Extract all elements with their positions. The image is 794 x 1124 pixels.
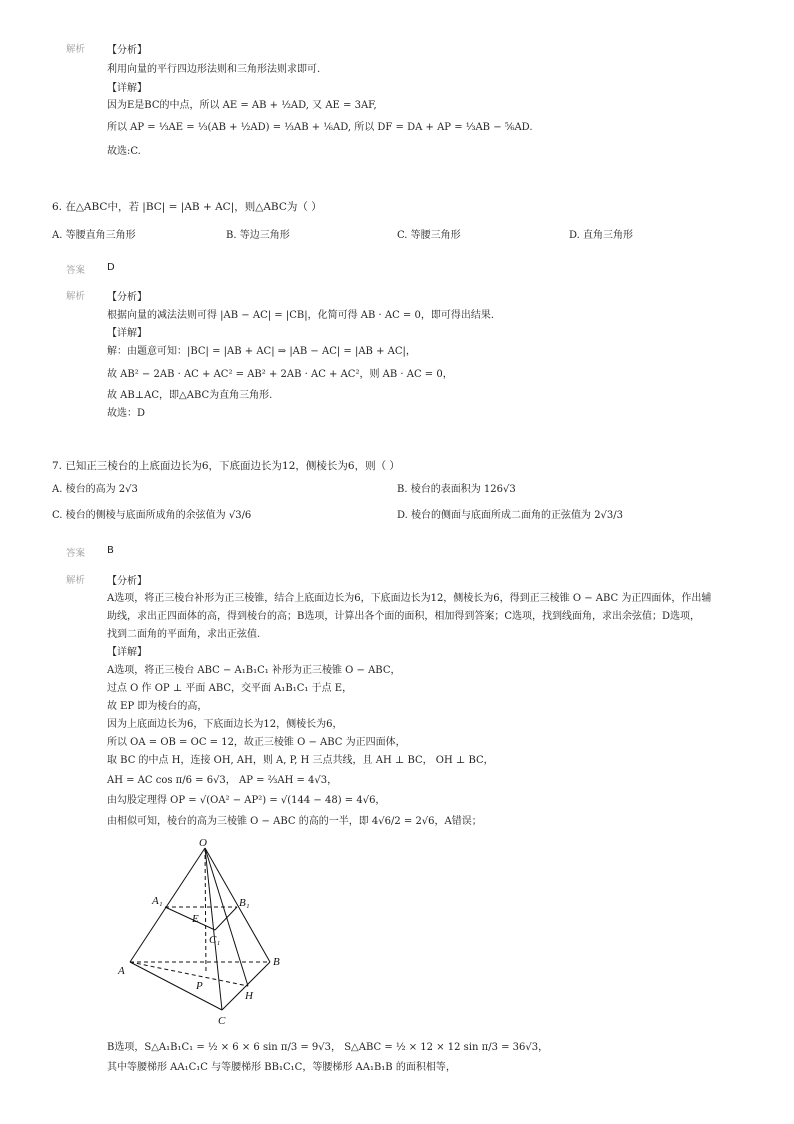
detail-heading: 【详解】 bbox=[107, 328, 147, 339]
analysis-label: 解析 bbox=[66, 44, 86, 55]
detail-line: 因为E是BC的中点，所以 AE = AB + ½AD, 又 AE = 3AF, bbox=[107, 100, 377, 111]
q6-option-a: A. 等腰直角三角形 bbox=[52, 230, 136, 241]
label-C: C bbox=[218, 1015, 226, 1027]
edge-BC bbox=[222, 962, 270, 1010]
detail-heading: 【详解】 bbox=[107, 647, 147, 658]
q7-option-b: B. 棱台的表面积为 126√3 bbox=[397, 484, 516, 495]
analysis-text: 根据向量的减法法则可得 |AB − AC| = |CB|，化简可得 AB · AC = 0，即可得出结果. bbox=[107, 310, 495, 321]
question-7-stem: 7. 已知正三棱台的上底面边长为6，下底面边长为12，侧棱长为6，则（ ） bbox=[52, 460, 400, 472]
label-B1: B₁ bbox=[239, 897, 250, 909]
analysis-text: A选项，将正三棱台补形为正三棱锥，结合上底面边长为6，下底面边长为12，侧棱长为6，得到正三棱锥 O − ABC 为正四面体，作出辅 bbox=[107, 593, 712, 604]
detail-line: 故 AB⊥AC，即△ABC为直角三角形. bbox=[107, 390, 273, 401]
label-A1: A₁ bbox=[152, 895, 163, 907]
edge-B1C1 bbox=[215, 907, 237, 930]
line-OH bbox=[205, 848, 248, 986]
label-A: A bbox=[118, 965, 125, 977]
label-P: P bbox=[196, 980, 203, 992]
answer-label: 答案 bbox=[66, 548, 86, 559]
q7-option-a: A. 棱台的高为 2√3 bbox=[52, 484, 138, 495]
analysis-text: 找到二面角的平面角，求出正弦值. bbox=[107, 629, 261, 640]
conclusion: 故选:C. bbox=[107, 146, 141, 157]
analysis-heading: 【分析】 bbox=[107, 292, 147, 303]
edge-AC bbox=[130, 962, 222, 1010]
analysis-label: 解析 bbox=[66, 575, 86, 586]
detail-line: 解：由题意可知：|BC| = |AB + AC| ⇒ |AB − AC| = |AB + AC|， bbox=[107, 346, 416, 357]
detail-line: 过点 O 作 OP ⊥ 平面 ABC，交平面 A₁B₁C₁ 于点 E， bbox=[107, 683, 353, 694]
analysis-heading: 【分析】 bbox=[107, 45, 147, 56]
answer-value: D bbox=[107, 262, 115, 273]
tetrahedron-figure bbox=[100, 832, 300, 1027]
edge-OA bbox=[130, 848, 205, 962]
detail-line: 由相似可知，棱台的高为三棱锥 O − ABC 的高的一半，即 4√6/2 = 2√6，A错误； bbox=[107, 816, 482, 827]
label-E: E bbox=[192, 913, 199, 925]
detail-line: 取 BC 的中点 H，连接 OH, AH，则 A, P, H 三点共线，且 AH ⊥ BC， OH ⊥ BC， bbox=[107, 755, 494, 766]
answer-value: B bbox=[107, 545, 114, 556]
analysis-text: 利用向量的平行四边形法则和三角形法则求即可. bbox=[107, 64, 321, 75]
detail-line: 所以 AP = ⅓AE = ⅓(AB + ½AD) = ⅓AB + ⅙AD, 所以 DF = DA + AP = ⅓AB − ⅚AD. bbox=[107, 122, 533, 133]
q7-option-d: D. 棱台的侧面与底面所成二面角的正弦值为 2√3/3 bbox=[397, 510, 624, 521]
detail-line: 故 EP 即为棱台的高， bbox=[107, 701, 208, 712]
edge-A1C1 bbox=[165, 907, 215, 930]
q6-option-d: D. 直角三角形 bbox=[569, 230, 634, 241]
analysis-label: 解析 bbox=[66, 291, 86, 302]
analysis-heading: 【分析】 bbox=[107, 576, 147, 587]
question-6-stem: 6. 在△ABC中，若 |BC| = |AB + AC|，则△ABC为（ ） bbox=[52, 201, 322, 213]
q6-option-b: B. 等边三角形 bbox=[226, 230, 290, 241]
label-B: B bbox=[273, 956, 280, 968]
detail-line: 因为上底面边长为6，下底面边长为12，侧棱长为6， bbox=[107, 719, 343, 730]
q7-option-c: C. 棱台的侧棱与底面所成角的余弦值为 √3/6 bbox=[52, 510, 252, 521]
detail-line: 故 AB² − 2AB · AC + AC² = AB² + 2AB · AC + AC²，则 AB · AC = 0， bbox=[107, 369, 453, 380]
detail-heading: 【详解】 bbox=[107, 83, 147, 94]
line-OP bbox=[205, 848, 206, 974]
label-O: O bbox=[199, 837, 207, 849]
label-H: H bbox=[245, 990, 253, 1002]
detail-line: 其中等腰梯形 AA₁C₁C 与等腰梯形 BB₁C₁C，等腰梯形 AA₁B₁B 的面积相等， bbox=[107, 1062, 456, 1073]
answer-label: 答案 bbox=[66, 265, 86, 276]
detail-line: AH = AC cos π/6 = 6√3， AP = ⅔AH = 4√3， bbox=[107, 775, 338, 786]
detail-line: B选项，S△A₁B₁C₁ = ½ × 6 × 6 sin π/3 = 9√3， S△ABC = ½ × 12 × 12 sin π/3 = 36√3， bbox=[107, 1042, 549, 1053]
detail-line: A选项，将正三棱台 ABC − A₁B₁C₁ 补形为正三棱锥 O − ABC， bbox=[107, 665, 401, 676]
conclusion: 故选：D bbox=[107, 408, 146, 419]
detail-line: 由勾股定理得 OP = √(OA² − AP²) = √(144 − 48) = 4√6， bbox=[107, 795, 386, 806]
label-C1: C₁ bbox=[209, 934, 221, 946]
q6-option-c: C. 等腰三角形 bbox=[397, 230, 461, 241]
line-AH bbox=[130, 962, 248, 986]
detail-line: 所以 OA = OB = OC = 12，故正三棱锥 O − ABC 为正四面体， bbox=[107, 737, 406, 748]
analysis-text: 助线，求出正四面体的高，得到棱台的高；B选项，计算出各个面的面积，相加得到答案；C选项，找到线面角，求出余弦值；D选项， bbox=[107, 611, 701, 622]
